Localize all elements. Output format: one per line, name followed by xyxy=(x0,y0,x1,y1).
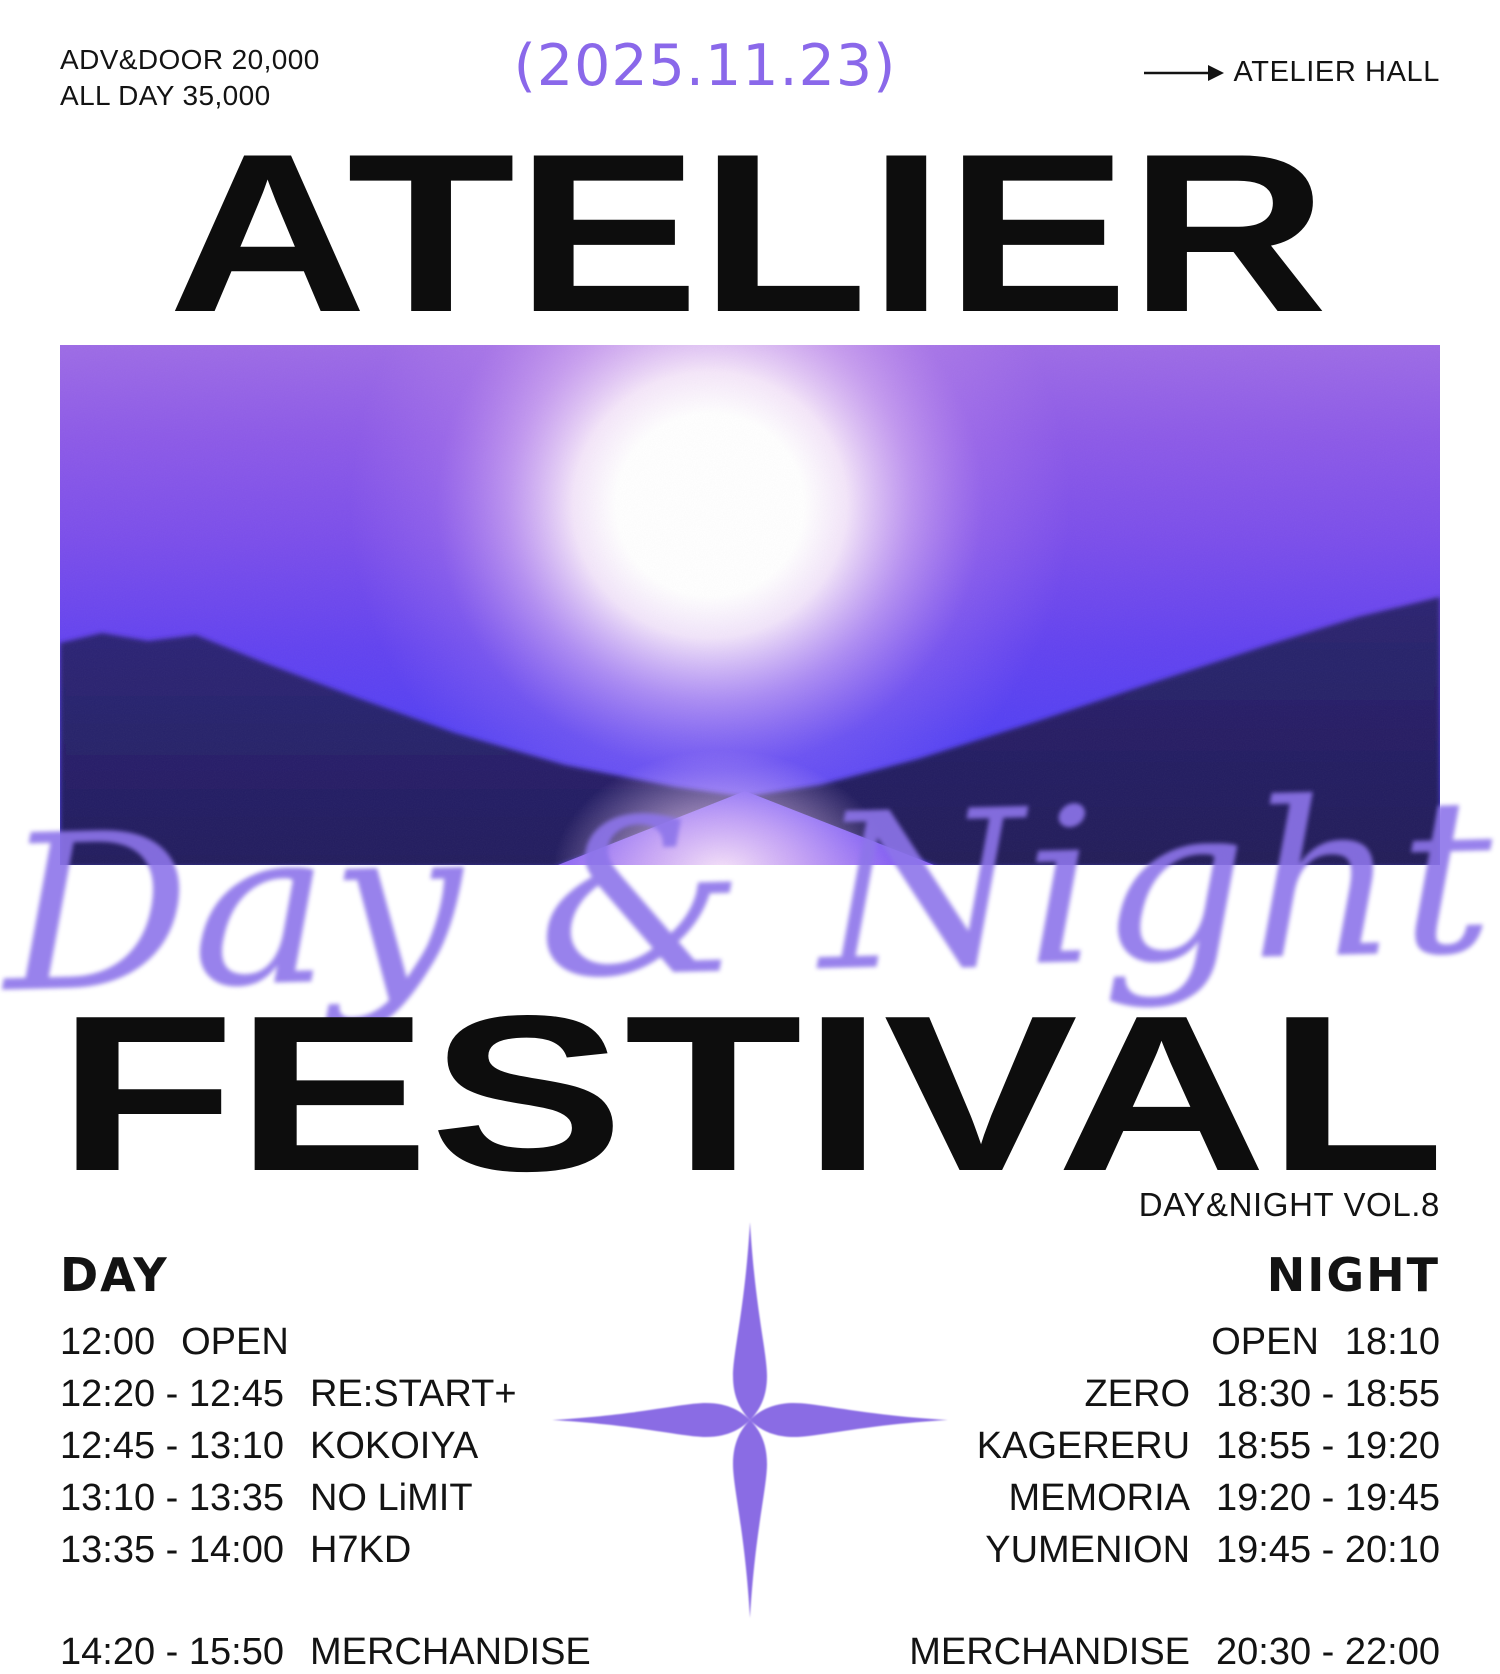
title-festival xyxy=(55,1008,1449,1184)
title-atelier-text: ATELIER xyxy=(168,146,1328,322)
slot-time: 18:30 - 18:55 xyxy=(1216,1373,1440,1415)
day-row xyxy=(60,1368,591,1420)
slot-time: 12:20 - 12:45 xyxy=(60,1373,284,1415)
slot-label: MEMORIA xyxy=(1008,1477,1191,1519)
day-row xyxy=(60,1316,591,1368)
night-row xyxy=(909,1420,1440,1472)
slot-label: YUMENION xyxy=(985,1529,1191,1571)
grain-texture xyxy=(60,345,1440,865)
slot-time: 19:20 - 19:45 xyxy=(1216,1477,1440,1519)
venue-name: ATELIER HALL xyxy=(1233,56,1440,88)
day-row xyxy=(60,1420,591,1472)
sunset-landscape-image xyxy=(60,345,1440,865)
day-merch-row xyxy=(60,1626,591,1674)
title-festival-text: FESTIVAL xyxy=(57,1008,1445,1184)
night-merch-row xyxy=(909,1626,1440,1674)
right-arrow-icon xyxy=(1144,64,1224,82)
night-row xyxy=(909,1524,1440,1576)
edition-label: DAY&NIGHT VOL.8 xyxy=(1138,1186,1440,1223)
price-adv-door: ADV&DOOR 20,000 xyxy=(60,44,320,75)
slot-label: KAGERERU xyxy=(976,1425,1191,1467)
slot-time: 20:30 - 22:00 xyxy=(1216,1631,1440,1673)
event-date: (2025.11.23) xyxy=(513,33,897,99)
sparkle-icon xyxy=(548,1218,952,1622)
slot-label: RE:START+ xyxy=(309,1373,517,1415)
slot-label: OPEN xyxy=(1211,1321,1319,1363)
slot-time: 18:55 - 19:20 xyxy=(1216,1425,1440,1467)
slot-label: ZERO xyxy=(1084,1373,1191,1415)
slot-label: NO LiMIT xyxy=(309,1477,473,1519)
slot-label: MERCHANDISE xyxy=(309,1631,591,1673)
slot-time: 12:45 - 13:10 xyxy=(60,1425,284,1467)
slot-time: 19:45 - 20:10 xyxy=(1216,1529,1440,1571)
day-schedule xyxy=(60,1248,591,1674)
slot-time: 13:35 - 14:00 xyxy=(60,1529,284,1571)
price-all-day: ALL DAY 35,000 xyxy=(60,80,271,111)
night-heading: NIGHT xyxy=(1266,1248,1440,1302)
landscape-art xyxy=(60,345,1440,865)
day-heading: DAY xyxy=(60,1248,169,1302)
night-row xyxy=(909,1316,1440,1368)
slot-time: 18:10 xyxy=(1344,1321,1440,1363)
night-schedule xyxy=(909,1248,1440,1674)
night-row xyxy=(909,1368,1440,1420)
slot-time: 12:00 xyxy=(60,1321,156,1363)
slot-time: 14:20 - 15:50 xyxy=(60,1631,284,1673)
slot-time: 13:10 - 13:35 xyxy=(60,1477,284,1519)
venue xyxy=(1144,56,1440,89)
slot-label: MERCHANDISE xyxy=(909,1631,1191,1673)
night-row xyxy=(909,1472,1440,1524)
script-day-and-night: Day & Night xyxy=(0,753,1376,1041)
title-atelier xyxy=(168,146,1332,322)
day-row xyxy=(60,1472,591,1524)
day-row xyxy=(60,1524,591,1576)
slot-label: OPEN xyxy=(181,1321,289,1363)
slot-label: H7KD xyxy=(309,1529,412,1571)
slot-label: KOKOIYA xyxy=(309,1425,479,1467)
